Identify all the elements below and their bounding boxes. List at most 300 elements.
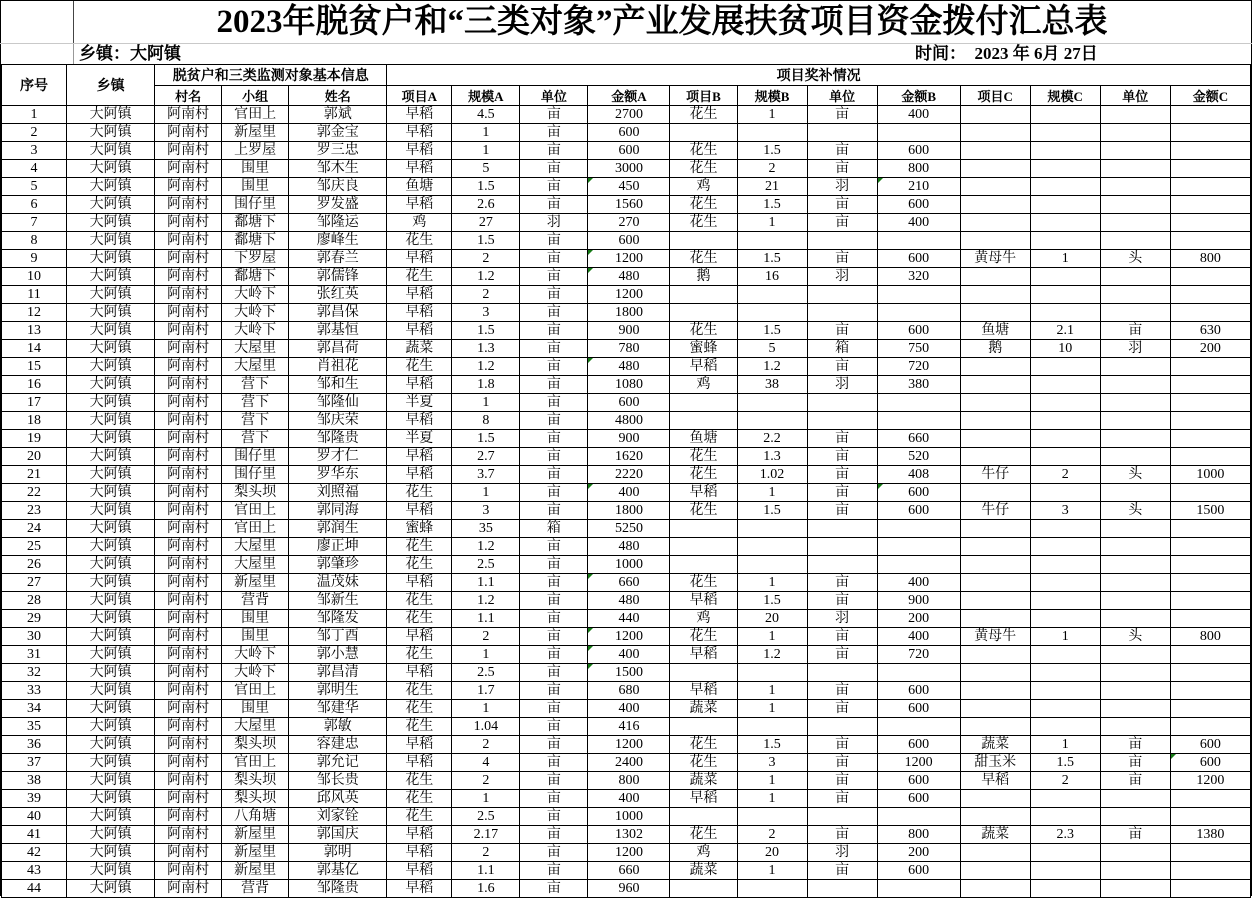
cell-r38-village[interactable]: 阿南村 (155, 772, 222, 790)
cell-r26-scaleC[interactable] (1030, 556, 1100, 574)
cell-r15-town[interactable]: 大阿镇 (67, 358, 155, 376)
cell-r19-unitC[interactable] (1100, 430, 1170, 448)
cell-r32-projectB[interactable] (670, 664, 737, 682)
cell-r35-group[interactable]: 大屋里 (222, 718, 289, 736)
cell-r9-scaleA[interactable]: 2 (452, 250, 520, 268)
cell-r2-projectA[interactable]: 早稻 (387, 124, 452, 142)
cell-r16-scaleA[interactable]: 1.8 (452, 376, 520, 394)
cell-r31-amountA[interactable]: 400 (588, 646, 670, 664)
cell-r21-name[interactable]: 罗华东 (289, 466, 387, 484)
cell-r31-group[interactable]: 大岭下 (222, 646, 289, 664)
cell-r10-town[interactable]: 大阿镇 (67, 268, 155, 286)
cell-r36-amountB[interactable]: 600 (877, 736, 960, 754)
cell-r44-unitB[interactable] (807, 880, 877, 898)
cell-r36-unitB[interactable]: 亩 (807, 736, 877, 754)
cell-r8-amountA[interactable]: 600 (588, 232, 670, 250)
cell-r4-amountC[interactable] (1170, 160, 1250, 178)
cell-r20-scaleB[interactable]: 1.3 (737, 448, 807, 466)
cell-r41-projectB[interactable]: 花生 (670, 826, 737, 844)
cell-r10-name[interactable]: 郭儒锋 (289, 268, 387, 286)
cell-r31-unitB[interactable]: 亩 (807, 646, 877, 664)
cell-r41-unitC[interactable]: 亩 (1100, 826, 1170, 844)
cell-r37-amountA[interactable]: 2400 (588, 754, 670, 772)
cell-r26-scaleA[interactable]: 2.5 (452, 556, 520, 574)
cell-r15-scaleB[interactable]: 1.2 (737, 358, 807, 376)
cell-r6-scaleB[interactable]: 1.5 (737, 196, 807, 214)
cell-r21-amountA[interactable]: 2220 (588, 466, 670, 484)
cell-r10-amountB[interactable]: 320 (877, 268, 960, 286)
cell-r35-amountA[interactable]: 416 (588, 718, 670, 736)
cell-r8-amountB[interactable] (877, 232, 960, 250)
cell-r38-scaleC[interactable]: 2 (1030, 772, 1100, 790)
cell-r15-projectC[interactable] (960, 358, 1030, 376)
cell-r1-scaleC[interactable] (1030, 106, 1100, 124)
cell-r25-amountB[interactable] (877, 538, 960, 556)
cell-r32-town[interactable]: 大阿镇 (67, 664, 155, 682)
cell-r27-scaleC[interactable] (1030, 574, 1100, 592)
cell-r20-unitC[interactable] (1100, 448, 1170, 466)
cell-r7-name[interactable]: 邹隆运 (289, 214, 387, 232)
cell-r20-group[interactable]: 围仔里 (222, 448, 289, 466)
cell-r25-scaleA[interactable]: 1.2 (452, 538, 520, 556)
cell-r26-scaleB[interactable] (737, 556, 807, 574)
cell-r35-amountC[interactable] (1170, 718, 1250, 736)
cell-r16-town[interactable]: 大阿镇 (67, 376, 155, 394)
cell-r26-unitC[interactable] (1100, 556, 1170, 574)
cell-r2-name[interactable]: 郭金宝 (289, 124, 387, 142)
cell-r14-village[interactable]: 阿南村 (155, 340, 222, 358)
cell-r5-unitA[interactable]: 亩 (520, 178, 588, 196)
cell-r27-town[interactable]: 大阿镇 (67, 574, 155, 592)
cell-r34-scaleB[interactable]: 1 (737, 700, 807, 718)
cell-r12-scaleA[interactable]: 3 (452, 304, 520, 322)
cell-r43-village[interactable]: 阿南村 (155, 862, 222, 880)
cell-r3-unitC[interactable] (1100, 142, 1170, 160)
cell-r23-projectB[interactable]: 花生 (670, 502, 737, 520)
cell-r31-name[interactable]: 郭小慧 (289, 646, 387, 664)
cell-r2-amountC[interactable] (1170, 124, 1250, 142)
cell-r34-unitB[interactable]: 亩 (807, 700, 877, 718)
cell-r42-amountA[interactable]: 1200 (588, 844, 670, 862)
cell-r7-projectA[interactable]: 鸡 (387, 214, 452, 232)
cell-r43-group[interactable]: 新屋里 (222, 862, 289, 880)
cell-r1-scaleA[interactable]: 4.5 (452, 106, 520, 124)
col-header-unitA[interactable]: 单位 (520, 86, 588, 106)
cell-r10-unitA[interactable]: 亩 (520, 268, 588, 286)
cell-r15-name[interactable]: 肖祖花 (289, 358, 387, 376)
cell-r16-projectC[interactable] (960, 376, 1030, 394)
cell-r26-village[interactable]: 阿南村 (155, 556, 222, 574)
cell-r5-group[interactable]: 围里 (222, 178, 289, 196)
cell-r39-unitC[interactable] (1100, 790, 1170, 808)
cell-r26-amountA[interactable]: 1000 (588, 556, 670, 574)
cell-r23-name[interactable]: 郭同海 (289, 502, 387, 520)
cell-r24-unitB[interactable] (807, 520, 877, 538)
col-header-unitB[interactable]: 单位 (807, 86, 877, 106)
cell-r26-unitA[interactable]: 亩 (520, 556, 588, 574)
cell-r9-unitB[interactable]: 亩 (807, 250, 877, 268)
cell-r4-amountA[interactable]: 3000 (588, 160, 670, 178)
cell-r40-village[interactable]: 阿南村 (155, 808, 222, 826)
cell-r43-amountB[interactable]: 600 (877, 862, 960, 880)
cell-r39-seq[interactable]: 39 (2, 790, 67, 808)
cell-r11-amountC[interactable] (1170, 286, 1250, 304)
cell-r3-name[interactable]: 罗三忠 (289, 142, 387, 160)
cell-r25-amountA[interactable]: 480 (588, 538, 670, 556)
col-header-projectA[interactable]: 项目A (387, 86, 452, 106)
cell-r26-town[interactable]: 大阿镇 (67, 556, 155, 574)
cell-r2-projectC[interactable] (960, 124, 1030, 142)
cell-r6-name[interactable]: 罗发盛 (289, 196, 387, 214)
cell-r32-scaleA[interactable]: 2.5 (452, 664, 520, 682)
cell-r17-group[interactable]: 营下 (222, 394, 289, 412)
cell-r30-seq[interactable]: 30 (2, 628, 67, 646)
cell-r32-unitA[interactable]: 亩 (520, 664, 588, 682)
cell-r17-town[interactable]: 大阿镇 (67, 394, 155, 412)
cell-r24-name[interactable]: 郭润生 (289, 520, 387, 538)
cell-r12-projectB[interactable] (670, 304, 737, 322)
cell-r24-scaleC[interactable] (1030, 520, 1100, 538)
cell-r23-scaleB[interactable]: 1.5 (737, 502, 807, 520)
cell-r33-scaleB[interactable]: 1 (737, 682, 807, 700)
cell-r12-projectC[interactable] (960, 304, 1030, 322)
cell-r19-unitB[interactable]: 亩 (807, 430, 877, 448)
cell-r32-unitC[interactable] (1100, 664, 1170, 682)
cell-r2-scaleA[interactable]: 1 (452, 124, 520, 142)
cell-r43-amountC[interactable] (1170, 862, 1250, 880)
cell-r19-amountA[interactable]: 900 (588, 430, 670, 448)
cell-r20-projectB[interactable]: 花生 (670, 448, 737, 466)
cell-r10-group[interactable]: 鄱塘下 (222, 268, 289, 286)
cell-r35-projectB[interactable] (670, 718, 737, 736)
cell-r20-town[interactable]: 大阿镇 (67, 448, 155, 466)
cell-r35-scaleA[interactable]: 1.04 (452, 718, 520, 736)
cell-r21-group[interactable]: 围仔里 (222, 466, 289, 484)
cell-r2-unitC[interactable] (1100, 124, 1170, 142)
cell-r42-projectC[interactable] (960, 844, 1030, 862)
cell-r23-village[interactable]: 阿南村 (155, 502, 222, 520)
cell-r21-unitC[interactable]: 头 (1100, 466, 1170, 484)
cell-r42-unitA[interactable]: 亩 (520, 844, 588, 862)
cell-r20-unitB[interactable]: 亩 (807, 448, 877, 466)
cell-r44-projectC[interactable] (960, 880, 1030, 898)
cell-r40-scaleC[interactable] (1030, 808, 1100, 826)
cell-r15-scaleC[interactable] (1030, 358, 1100, 376)
cell-r33-projectC[interactable] (960, 682, 1030, 700)
cell-r38-amountA[interactable]: 800 (588, 772, 670, 790)
cell-r7-scaleA[interactable]: 27 (452, 214, 520, 232)
cell-r42-scaleC[interactable] (1030, 844, 1100, 862)
cell-r33-unitB[interactable]: 亩 (807, 682, 877, 700)
cell-r16-unitC[interactable] (1100, 376, 1170, 394)
cell-r35-unitA[interactable]: 亩 (520, 718, 588, 736)
cell-r16-group[interactable]: 营下 (222, 376, 289, 394)
cell-r41-unitA[interactable]: 亩 (520, 826, 588, 844)
cell-r42-unitC[interactable] (1100, 844, 1170, 862)
cell-r13-projectB[interactable]: 花生 (670, 322, 737, 340)
cell-r29-unitC[interactable] (1100, 610, 1170, 628)
cell-r17-scaleB[interactable] (737, 394, 807, 412)
cell-r30-name[interactable]: 邹丁酉 (289, 628, 387, 646)
cell-r26-name[interactable]: 郭肇珍 (289, 556, 387, 574)
cell-r16-unitB[interactable]: 羽 (807, 376, 877, 394)
cell-r39-group[interactable]: 梨头坝 (222, 790, 289, 808)
cell-r24-projectA[interactable]: 蜜蜂 (387, 520, 452, 538)
township-label[interactable]: 乡镇：大阿镇 (79, 44, 181, 63)
cell-r16-amountA[interactable]: 1080 (588, 376, 670, 394)
cell-r39-unitB[interactable]: 亩 (807, 790, 877, 808)
cell-r27-unitB[interactable]: 亩 (807, 574, 877, 592)
cell-r33-name[interactable]: 郭明生 (289, 682, 387, 700)
cell-r13-projectA[interactable]: 早稻 (387, 322, 452, 340)
cell-r5-scaleA[interactable]: 1.5 (452, 178, 520, 196)
cell-r18-unitA[interactable]: 亩 (520, 412, 588, 430)
cell-r38-scaleA[interactable]: 2 (452, 772, 520, 790)
cell-r1-scaleB[interactable]: 1 (737, 106, 807, 124)
cell-r39-amountC[interactable] (1170, 790, 1250, 808)
cell-r14-projectC[interactable]: 鹅 (960, 340, 1030, 358)
cell-r22-group[interactable]: 梨头坝 (222, 484, 289, 502)
cell-r30-unitB[interactable]: 亩 (807, 628, 877, 646)
cell-r19-unitA[interactable]: 亩 (520, 430, 588, 448)
cell-r33-projectA[interactable]: 花生 (387, 682, 452, 700)
cell-r5-amountA[interactable]: 450 (588, 178, 670, 196)
cell-r37-name[interactable]: 郭允记 (289, 754, 387, 772)
cell-r17-projectA[interactable]: 半夏 (387, 394, 452, 412)
cell-r17-unitC[interactable] (1100, 394, 1170, 412)
cell-r44-group[interactable]: 营背 (222, 880, 289, 898)
cell-r35-scaleB[interactable] (737, 718, 807, 736)
cell-r41-scaleC[interactable]: 2.3 (1030, 826, 1100, 844)
cell-r11-group[interactable]: 大岭下 (222, 286, 289, 304)
cell-r37-projectA[interactable]: 早稻 (387, 754, 452, 772)
cell-r9-projectA[interactable]: 早稻 (387, 250, 452, 268)
col-header-name[interactable]: 姓名 (289, 86, 387, 106)
cell-r31-projectA[interactable]: 花生 (387, 646, 452, 664)
cell-r3-village[interactable]: 阿南村 (155, 142, 222, 160)
cell-r39-projectC[interactable] (960, 790, 1030, 808)
cell-r28-scaleB[interactable]: 1.5 (737, 592, 807, 610)
cell-r7-unitC[interactable] (1100, 214, 1170, 232)
cell-r39-projectB[interactable]: 早稻 (670, 790, 737, 808)
cell-r21-projectC[interactable]: 牛仔 (960, 466, 1030, 484)
cell-r38-seq[interactable]: 38 (2, 772, 67, 790)
cell-r12-unitB[interactable] (807, 304, 877, 322)
cell-r6-unitC[interactable] (1100, 196, 1170, 214)
cell-r36-group[interactable]: 梨头坝 (222, 736, 289, 754)
cell-r43-scaleA[interactable]: 1.1 (452, 862, 520, 880)
cell-r43-town[interactable]: 大阿镇 (67, 862, 155, 880)
cell-r19-projectB[interactable]: 鱼塘 (670, 430, 737, 448)
cell-r28-town[interactable]: 大阿镇 (67, 592, 155, 610)
cell-r36-projectA[interactable]: 早稻 (387, 736, 452, 754)
cell-r8-scaleB[interactable] (737, 232, 807, 250)
cell-r40-group[interactable]: 八角塘 (222, 808, 289, 826)
cell-r11-unitC[interactable] (1100, 286, 1170, 304)
cell-r4-unitB[interactable]: 亩 (807, 160, 877, 178)
cell-r44-amountA[interactable]: 960 (588, 880, 670, 898)
col-header-amountC[interactable]: 金额C (1170, 86, 1250, 106)
cell-r22-unitB[interactable]: 亩 (807, 484, 877, 502)
cell-r6-group[interactable]: 围仔里 (222, 196, 289, 214)
cell-r11-scaleB[interactable] (737, 286, 807, 304)
cell-r20-name[interactable]: 罗才仁 (289, 448, 387, 466)
cell-r36-projectB[interactable]: 花生 (670, 736, 737, 754)
cell-r12-amountB[interactable] (877, 304, 960, 322)
cell-r15-village[interactable]: 阿南村 (155, 358, 222, 376)
cell-r23-group[interactable]: 官田上 (222, 502, 289, 520)
cell-r37-projectB[interactable]: 花生 (670, 754, 737, 772)
cell-r21-scaleA[interactable]: 3.7 (452, 466, 520, 484)
cell-r38-unitA[interactable]: 亩 (520, 772, 588, 790)
cell-r29-unitA[interactable]: 亩 (520, 610, 588, 628)
cell-r21-unitA[interactable]: 亩 (520, 466, 588, 484)
cell-r34-unitA[interactable]: 亩 (520, 700, 588, 718)
cell-r30-amountC[interactable]: 800 (1170, 628, 1250, 646)
cell-r40-projectA[interactable]: 花生 (387, 808, 452, 826)
cell-r2-amountA[interactable]: 600 (588, 124, 670, 142)
cell-r23-unitC[interactable]: 头 (1100, 502, 1170, 520)
cell-r6-amountA[interactable]: 1560 (588, 196, 670, 214)
cell-r40-amountB[interactable] (877, 808, 960, 826)
cell-r13-seq[interactable]: 13 (2, 322, 67, 340)
cell-r30-scaleA[interactable]: 2 (452, 628, 520, 646)
cell-r28-scaleC[interactable] (1030, 592, 1100, 610)
cell-r4-unitC[interactable] (1100, 160, 1170, 178)
cell-r41-town[interactable]: 大阿镇 (67, 826, 155, 844)
cell-r33-amountA[interactable]: 680 (588, 682, 670, 700)
cell-r26-projectB[interactable] (670, 556, 737, 574)
cell-r39-amountA[interactable]: 400 (588, 790, 670, 808)
cell-r36-seq[interactable]: 36 (2, 736, 67, 754)
cell-r42-group[interactable]: 新屋里 (222, 844, 289, 862)
cell-r4-scaleB[interactable]: 2 (737, 160, 807, 178)
cell-r2-village[interactable]: 阿南村 (155, 124, 222, 142)
cell-r33-village[interactable]: 阿南村 (155, 682, 222, 700)
cell-r15-unitB[interactable]: 亩 (807, 358, 877, 376)
cell-r27-amountA[interactable]: 660 (588, 574, 670, 592)
cell-r42-projectA[interactable]: 早稻 (387, 844, 452, 862)
cell-r32-seq[interactable]: 32 (2, 664, 67, 682)
cell-r1-amountA[interactable]: 2700 (588, 106, 670, 124)
cell-r1-village[interactable]: 阿南村 (155, 106, 222, 124)
cell-r17-projectB[interactable] (670, 394, 737, 412)
cell-r21-scaleC[interactable]: 2 (1030, 466, 1100, 484)
cell-r7-scaleC[interactable] (1030, 214, 1100, 232)
cell-r42-scaleB[interactable]: 20 (737, 844, 807, 862)
cell-r15-projectB[interactable]: 早稻 (670, 358, 737, 376)
cell-r2-group[interactable]: 新屋里 (222, 124, 289, 142)
cell-r27-scaleA[interactable]: 1.1 (452, 574, 520, 592)
cell-r5-amountB[interactable]: 210 (877, 178, 960, 196)
cell-r10-seq[interactable]: 10 (2, 268, 67, 286)
cell-r4-town[interactable]: 大阿镇 (67, 160, 155, 178)
cell-r22-town[interactable]: 大阿镇 (67, 484, 155, 502)
cell-r3-scaleA[interactable]: 1 (452, 142, 520, 160)
cell-r7-unitA[interactable]: 羽 (520, 214, 588, 232)
cell-r7-unitB[interactable]: 亩 (807, 214, 877, 232)
cell-r32-amountA[interactable]: 1500 (588, 664, 670, 682)
cell-r33-town[interactable]: 大阿镇 (67, 682, 155, 700)
page-title[interactable]: 2023年脱贫户和“三类对象”产业发展扶贫项目资金拨付汇总表 (216, 4, 1108, 40)
cell-r27-name[interactable]: 温茂妹 (289, 574, 387, 592)
cell-r18-amountC[interactable] (1170, 412, 1250, 430)
cell-r30-scaleB[interactable]: 1 (737, 628, 807, 646)
cell-r1-projectC[interactable] (960, 106, 1030, 124)
cell-r42-seq[interactable]: 42 (2, 844, 67, 862)
cell-r21-village[interactable]: 阿南村 (155, 466, 222, 484)
cell-r44-scaleC[interactable] (1030, 880, 1100, 898)
cell-r10-unitC[interactable] (1100, 268, 1170, 286)
cell-r14-amountA[interactable]: 780 (588, 340, 670, 358)
cell-r14-unitC[interactable]: 羽 (1100, 340, 1170, 358)
cell-r15-projectA[interactable]: 花生 (387, 358, 452, 376)
cell-r5-projectA[interactable]: 鱼塘 (387, 178, 452, 196)
cell-r9-projectC[interactable]: 黄母牛 (960, 250, 1030, 268)
cell-r34-amountB[interactable]: 600 (877, 700, 960, 718)
cell-r2-scaleB[interactable] (737, 124, 807, 142)
cell-r6-amountC[interactable] (1170, 196, 1250, 214)
cell-r21-seq[interactable]: 21 (2, 466, 67, 484)
cell-r7-amountB[interactable]: 400 (877, 214, 960, 232)
cell-r19-amountC[interactable] (1170, 430, 1250, 448)
cell-r38-projectC[interactable]: 早稻 (960, 772, 1030, 790)
cell-r30-group[interactable]: 围里 (222, 628, 289, 646)
cell-r20-projectA[interactable]: 早稻 (387, 448, 452, 466)
cell-r44-amountC[interactable] (1170, 880, 1250, 898)
cell-r38-group[interactable]: 梨头坝 (222, 772, 289, 790)
cell-r12-amountC[interactable] (1170, 304, 1250, 322)
cell-r41-amountB[interactable]: 800 (877, 826, 960, 844)
cell-r27-unitC[interactable] (1100, 574, 1170, 592)
col-header-scaleA[interactable]: 规模A (452, 86, 520, 106)
cell-r18-amountB[interactable] (877, 412, 960, 430)
cell-r33-unitA[interactable]: 亩 (520, 682, 588, 700)
cell-r25-projectB[interactable] (670, 538, 737, 556)
cell-r23-amountA[interactable]: 1800 (588, 502, 670, 520)
cell-r1-amountB[interactable]: 400 (877, 106, 960, 124)
cell-r42-projectB[interactable]: 鸡 (670, 844, 737, 862)
cell-r2-unitB[interactable] (807, 124, 877, 142)
cell-r11-name[interactable]: 张红英 (289, 286, 387, 304)
cell-r2-amountB[interactable] (877, 124, 960, 142)
cell-r30-projectA[interactable]: 早稻 (387, 628, 452, 646)
cell-r23-town[interactable]: 大阿镇 (67, 502, 155, 520)
cell-r23-unitB[interactable]: 亩 (807, 502, 877, 520)
cell-r13-town[interactable]: 大阿镇 (67, 322, 155, 340)
cell-r40-seq[interactable]: 40 (2, 808, 67, 826)
cell-r44-seq[interactable]: 44 (2, 880, 67, 898)
cell-r31-unitC[interactable] (1100, 646, 1170, 664)
cell-r11-amountB[interactable] (877, 286, 960, 304)
cell-r31-projectB[interactable]: 早稻 (670, 646, 737, 664)
cell-r34-unitC[interactable] (1100, 700, 1170, 718)
cell-r24-town[interactable]: 大阿镇 (67, 520, 155, 538)
cell-r28-scaleA[interactable]: 1.2 (452, 592, 520, 610)
cell-r43-scaleB[interactable]: 1 (737, 862, 807, 880)
cell-r1-unitC[interactable] (1100, 106, 1170, 124)
cell-r21-projectB[interactable]: 花生 (670, 466, 737, 484)
cell-r41-projectA[interactable]: 早稻 (387, 826, 452, 844)
cell-r22-projectC[interactable] (960, 484, 1030, 502)
cell-r29-amountB[interactable]: 200 (877, 610, 960, 628)
col-header-scaleC[interactable]: 规模C (1030, 86, 1100, 106)
date-label[interactable]: 时间： 2023 年 6月 27日 (915, 44, 1098, 63)
cell-r7-village[interactable]: 阿南村 (155, 214, 222, 232)
cell-r34-projectC[interactable] (960, 700, 1030, 718)
cell-r4-projectB[interactable]: 花生 (670, 160, 737, 178)
cell-r8-unitB[interactable] (807, 232, 877, 250)
